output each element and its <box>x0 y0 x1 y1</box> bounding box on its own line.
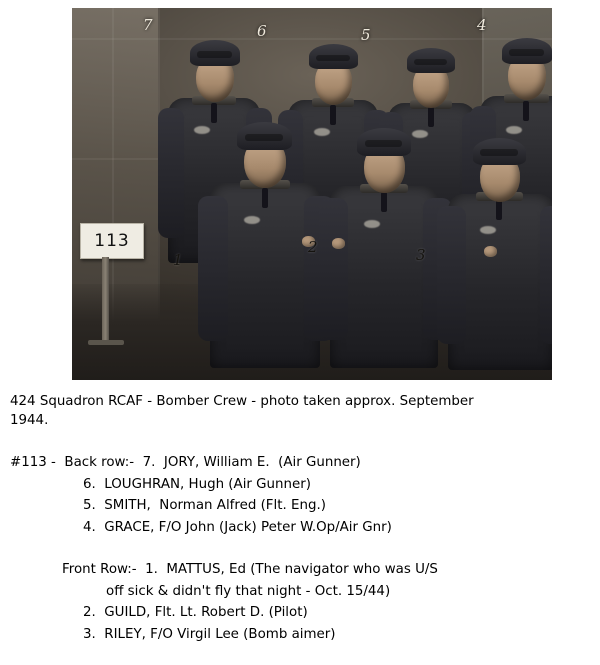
caption-line-2: 1944. <box>10 413 49 428</box>
roster-back-row-entry-5: 5. SMITH, Norman Alfred (Flt. Eng.) <box>83 498 326 513</box>
number-board-foot <box>88 340 124 345</box>
photo-caption <box>10 392 594 430</box>
photo-annotation-1: 1 <box>173 251 183 269</box>
caption-line-1: 424 Squadron RCAF - Bomber Crew - photo taken approx. September <box>10 394 474 409</box>
number-board-text: 113 <box>94 231 130 251</box>
roster-spacer <box>10 538 594 559</box>
roster-back-row-entry-4: 4. GRACE, F/O John (Jack) Peter W.Op/Air Gnr) <box>83 519 392 535</box>
wall-seam <box>72 38 552 40</box>
photo-annotation-6: 6 <box>257 22 267 40</box>
crew-roster <box>10 452 594 645</box>
roster-front-row-entry-3: 3. RILEY, F/O Virgil Lee (Bomb aimer) <box>83 626 336 642</box>
photo-annotation-2: 2 <box>308 238 318 256</box>
number-board-stand <box>102 257 109 343</box>
number-board <box>80 223 144 259</box>
roster-back-row-entry-6: 6. LOUGHRAN, Hugh (Air Gunner) <box>83 476 311 492</box>
crew-photograph <box>72 8 552 380</box>
photo-annotation-7: 7 <box>143 16 153 34</box>
roster-front-row-entry-2: 2. GUILD, Flt. Lt. Robert D. (Pilot) <box>83 605 308 620</box>
photo-annotation-5: 5 <box>361 26 371 44</box>
roster-front-row-header-continued: off sick & didn't fly that night - Oct. 15/44) <box>106 583 391 599</box>
roster-front-row-header: Front Row:- 1. MATTUS, Ed (The navigator who was U/S <box>62 562 438 577</box>
photo-annotation-3: 3 <box>416 246 426 264</box>
roster-back-row-header: #113 - Back row:- 7. JORY, William E. (Air Gunner) <box>10 455 361 470</box>
photo-annotation-4: 4 <box>477 16 487 34</box>
